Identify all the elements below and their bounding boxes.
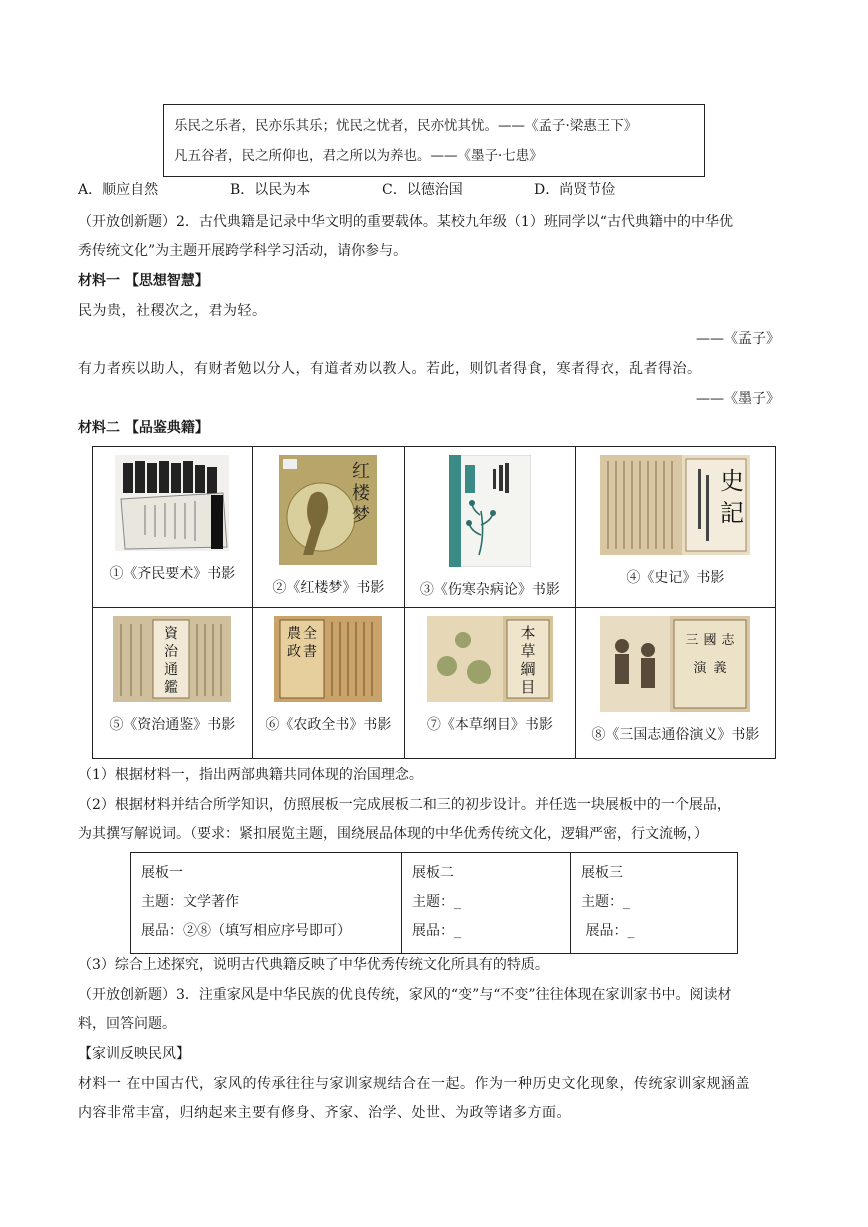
svg-text:本: 本 [520, 624, 536, 642]
book-cell-8 [575, 608, 775, 759]
quote-line-2: 凡五谷者，民之所仰也，君之所以为养也。——《墨子·七患》 [174, 148, 543, 164]
svg-text:梦: 梦 [352, 505, 371, 526]
nongzhengquanshu-image [274, 616, 382, 702]
zizhitongjian-image [113, 616, 231, 702]
svg-text:通: 通 [164, 662, 179, 678]
book-cell-7 [405, 608, 576, 759]
svg-text:目: 目 [520, 678, 536, 696]
book-caption-2: ②《红楼梦》书影 [272, 580, 385, 596]
svg-text:三: 三 [685, 633, 699, 648]
answer-options [78, 179, 615, 199]
book-cell-1 [93, 447, 253, 608]
book-cell-2 [252, 447, 404, 608]
svg-text:红: 红 [352, 461, 371, 482]
book-caption-6: ⑥《农政全书》书影 [265, 717, 392, 733]
svg-text:演: 演 [693, 661, 707, 676]
shanghanzabinglun-cover [449, 455, 531, 567]
q3-intro-line-2: 料，回答问题。 [78, 1016, 176, 1032]
svg-text:鑑: 鑑 [164, 680, 179, 696]
option-a[interactable]: A．顺应自然 [78, 182, 159, 198]
panel-3-theme[interactable]: 主题：_ [581, 894, 630, 910]
exhibit-panels-table [130, 852, 738, 954]
panel-1-items: 展品：②⑧（填写相应序号即可） [141, 923, 351, 939]
material1-source-2: ——《墨子》 [696, 391, 780, 407]
svg-text:楼: 楼 [352, 483, 371, 504]
svg-text:志: 志 [721, 633, 735, 648]
panel-1 [131, 853, 402, 954]
panel-2-theme[interactable]: 主题：_ [412, 894, 461, 910]
q3-heading: 【家训反映民风】 [78, 1046, 190, 1062]
hongloumeng-cover [279, 455, 377, 565]
q3-intro-line-1: （开放创新题）3．注重家风是中华民族的优良传统，家风的“变”与“不变”往往体现在家训家书中。阅读材 [78, 987, 732, 1003]
svg-text:書: 書 [303, 644, 318, 660]
book-caption-3: ③《伤寒杂病论》书影 [419, 582, 560, 598]
book-cell-3 [405, 447, 576, 608]
book-caption-8: ⑧《三国志通俗演义》书影 [591, 727, 760, 743]
q2-intro-line-2: 秀传统文化”为主题开展跨学科学习活动，请你参与。 [78, 243, 408, 259]
shiji-image [600, 455, 750, 555]
sanguozhi-image [600, 616, 750, 712]
svg-text:史: 史 [720, 467, 745, 495]
panel-3 [571, 853, 738, 954]
svg-text:政: 政 [287, 644, 302, 660]
option-c[interactable]: C．以德治国 [382, 182, 463, 198]
panel-2-title: 展板二 [412, 865, 454, 881]
book-cell-4 [575, 447, 775, 608]
q2-sub-2-line-2: 为其撰写解说词。（要求：紧扣展览主题，围绕展品体现的中华优秀传统文化，逻辑严密，行文流畅，） [78, 826, 708, 842]
svg-text:農: 農 [287, 626, 302, 642]
book-caption-5: ⑤《资治通鉴》书影 [109, 717, 236, 733]
book-caption-4: ④《史记》书影 [626, 570, 725, 586]
material1-quote-2: 有力者疾以助人，有财者勉以分人，有道者劝以教人。若此，则饥者得食，寒者得衣，乱者得治。 [78, 361, 702, 377]
book-cell-6 [252, 608, 404, 759]
svg-text:義: 義 [713, 661, 727, 676]
option-b[interactable]: B．以民为本 [230, 182, 311, 198]
book-cell-5 [93, 608, 253, 759]
q2-sub-1: （1）根据材料一，指出两部典籍共同体现的治国理念。 [78, 767, 423, 783]
panel-3-items[interactable]: 展品：_ [581, 923, 635, 939]
qiminyaoshu-image [115, 455, 229, 551]
book-gallery-table [92, 446, 776, 759]
q3-material1-line-2: 内容非常丰富，归纳起来主要有修身、齐家、治学、处世、为政等诸多方面。 [78, 1105, 571, 1121]
panel-3-title: 展板三 [581, 865, 623, 881]
svg-text:治: 治 [164, 644, 179, 660]
panel-1-title: 展板一 [141, 865, 183, 881]
panel-2-items[interactable]: 展品：_ [412, 923, 461, 939]
svg-text:資: 資 [164, 626, 179, 642]
svg-text:國: 國 [703, 633, 717, 648]
q2-sub-2-line-1: （2）根据材料并结合所学知识，仿照展板一完成展板二和三的初步设计。并任选一块展板中的一个展品， [78, 797, 731, 813]
material1-heading: 材料一 【思想智慧】 [78, 273, 209, 289]
q2-sub-3: （3）综合上述探究，说明古代典籍反映了中华优秀传统文化所具有的特质。 [78, 957, 549, 973]
option-d[interactable]: D．尚贤节俭 [534, 182, 616, 198]
material1-quote-1: 民为贵，社稷次之，君为轻。 [78, 303, 267, 319]
book-caption-7: ⑦《本草纲目》书影 [426, 717, 553, 733]
q3-material1-line-1: 材料一 在中国古代，家风的传承往往与家训家规结合在一起。作为一种历史文化现象，传统家训家规涵盖 [78, 1076, 750, 1092]
material1-source-1: ——《孟子》 [696, 331, 780, 347]
panel-1-theme: 主题：文学著作 [141, 894, 239, 910]
svg-text:綱: 綱 [520, 660, 536, 678]
material2-heading: 材料二 【品鉴典籍】 [78, 420, 209, 436]
quote-line-1: 乐民之乐者，民亦乐其乐；忧民之忧者，民亦忧其忧。——《孟子·梁惠王下》 [174, 118, 638, 134]
q2-intro-line-1: （开放创新题）2．古代典籍是记录中华文明的重要载体。某校九年级（1）班同学以“古代典籍中的中华优 [78, 214, 733, 230]
book-caption-1: ①《齐民要术》书影 [109, 566, 236, 582]
panel-2 [402, 853, 571, 954]
svg-text:草: 草 [520, 642, 536, 660]
quote-box [163, 104, 705, 177]
svg-text:記: 記 [720, 499, 745, 527]
svg-text:全: 全 [303, 626, 318, 642]
bencaogangmu-image [427, 616, 553, 702]
